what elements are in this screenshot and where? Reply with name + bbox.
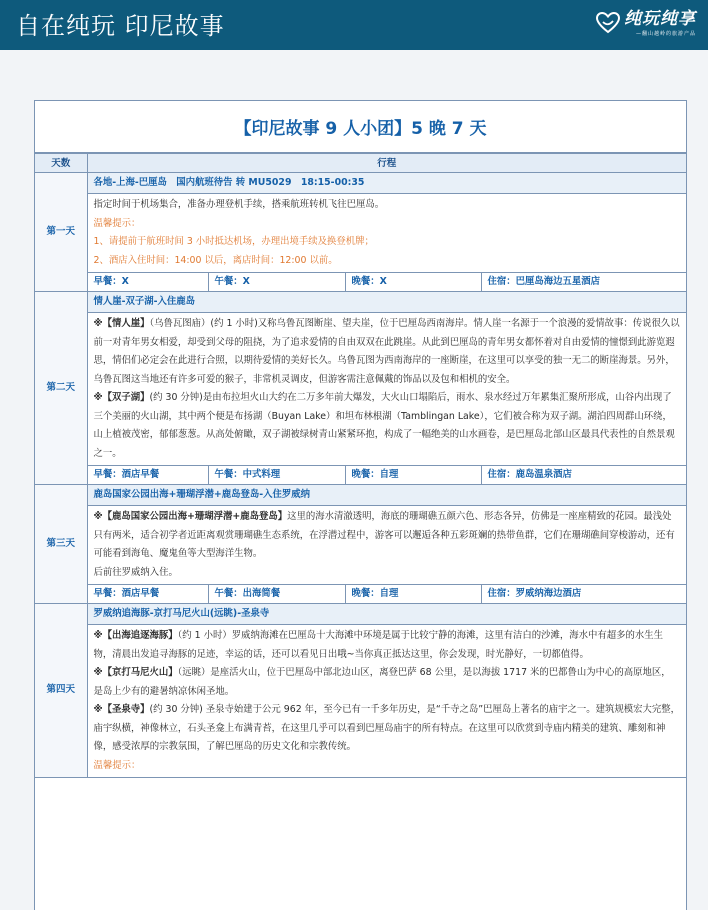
column-header-itinerary: 行程 xyxy=(87,154,686,173)
meal-dinner: 晚餐：X xyxy=(346,273,482,291)
meal-lunch: 午餐：出海简餐 xyxy=(209,585,346,603)
table-header-row xyxy=(35,154,686,173)
description-paragraph xyxy=(94,508,681,564)
paragraph-text: 指定时间于机场集合，准备办理登机手续，搭乘航班转机飞往巴厘岛。 xyxy=(93,199,385,210)
meal-lunch: 午餐：X xyxy=(209,273,346,291)
banner-title: 自在纯玩 印尼故事 xyxy=(16,12,225,40)
day-route: 情人崖-双子湖-入住鹿岛 xyxy=(87,292,686,313)
day-description xyxy=(87,625,686,778)
day-meals-row xyxy=(35,585,686,604)
brand-logo xyxy=(595,8,696,44)
meals-bar xyxy=(88,466,687,484)
itinerary-sheet xyxy=(34,100,687,910)
paragraph-text: （约 1 小时）罗威纳海滩在巴厘岛十大海滩中环境是属于比较宁静的海滩，这里有洁白的沙滩，海水中有超多的水生生物，清晨出发追寻海豚的足迹，幸运的话，还可以看见日出哦~当你真正抵达这里，你会发现，时光静好，一切都值得。 xyxy=(93,630,663,660)
attraction-name: ※【双子湖】 xyxy=(93,392,150,403)
column-header-day: 天数 xyxy=(35,154,87,173)
paragraph-text: (约 30 分钟)是由布拉坦火山大约在二万多年前大爆发，大火山口塌陷后，雨水、泉水经过万年累集汇聚所形成，山谷内出现了三个美丽的火山湖，其中两个便是布扬湖（Buyan Lake）和坦布林根湖（Tamblingan Lake），它们被合称为双子湖。湖泊四周群山环绕，山上植被茂密，郁郁葱葱。从高处俯瞰，双子湖被绿树青山紧紧环抱，构成了一幅绝美的山水画卷，是巴厘岛北部山区最具代表性的自然景观之一。 xyxy=(93,392,675,459)
attraction-name: ※【京打马尼火山】 xyxy=(93,667,178,678)
paragraph-text: 1、请提前于航班时间 3 小时抵达机场，办理出境手续及换登机牌； xyxy=(93,236,374,247)
meal-breakfast: 早餐：酒店早餐 xyxy=(88,466,209,484)
description-paragraph xyxy=(94,564,681,583)
meal-hotel: 住宿：巴厘岛海边五星酒店 xyxy=(487,276,601,287)
day-label: 第一天 xyxy=(35,173,87,292)
day-route: 鹿岛国家公园出海+珊瑚浮潜+鹿岛登岛-入住罗威纳 xyxy=(87,485,686,506)
description-paragraph xyxy=(94,252,681,271)
description-paragraph xyxy=(94,196,681,215)
attraction-name: ※【圣泉寺】 xyxy=(93,704,150,715)
day-description xyxy=(87,506,686,585)
meals-cell xyxy=(87,466,686,485)
paragraph-text: （远眺）是座活火山，位于巴厘岛中部北边山区，离登巴萨 68 公里，是以海拔 1717 米的巴都鲁山为中心的高原地区，是岛上少有的避暑纳凉休闲圣地。 xyxy=(93,667,671,697)
paragraph-text: 这里的海水清澈透明，海底的珊瑚礁五颜六色、形态各异，仿佛是一座座精致的花园。最浅处只有两米，适合初学者近距离观赏珊瑚礁生态系统，在浮潜过程中，游客可以邂逅各种五彩斑斓的热带鱼群，它们在珊瑚礁间穿梭游动，还有可能看到海龟、魔鬼鱼等大型海洋生物。 xyxy=(93,511,675,559)
description-paragraph xyxy=(94,701,681,757)
day-label: 第二天 xyxy=(35,292,87,485)
description-paragraph xyxy=(94,757,681,776)
description-paragraph xyxy=(94,233,681,252)
day-route-row xyxy=(35,173,686,194)
meal-dinner: 晚餐：自理 xyxy=(346,585,482,603)
meals-bar xyxy=(88,273,687,291)
meal-hotel: 住宿：鹿岛温泉酒店 xyxy=(487,469,572,480)
attraction-name: ※【出海追逐海豚】 xyxy=(93,630,178,641)
day-route-row xyxy=(35,604,686,625)
day-route-row xyxy=(35,485,686,506)
description-paragraph xyxy=(94,627,681,664)
day-detail-row xyxy=(35,194,686,273)
day-label: 第四天 xyxy=(35,604,87,778)
day-detail-row xyxy=(35,506,686,585)
day-route: 罗威纳追海豚-京打马尼火山(远眺)-圣泉寺 xyxy=(87,604,686,625)
description-paragraph xyxy=(94,215,681,234)
meal-breakfast: 早餐：X xyxy=(88,273,209,291)
meals-bar xyxy=(88,585,687,603)
meal-lunch: 午餐：中式料理 xyxy=(209,466,346,484)
paragraph-text: （乌鲁瓦图庙）(约 1 小时)又称乌鲁瓦图断崖、望夫崖，位于巴厘岛西南海岸。情人崖一名源于一个浪漫的爱情故事：传说很久以前一对青年男女相爱，却受到父母的阻挠，为了追求爱情的自由双双在此跳崖。从此到巴厘岛的青年男女都怀着对自由爱情的憧憬到此游览遐思，情侣们必定会在此进行合照，以期待爱情的美好长久。乌鲁瓦图为西南海岸的一座断崖，在这里可以享受的独一无二的断崖海景。另外，乌鲁瓦图这当地还有许多可爱的猴子，非常机灵调皮，但游客需注意佩戴的饰品以及包和相机的安全。 xyxy=(93,318,680,385)
day-description xyxy=(87,194,686,273)
itinerary-title: 【印尼故事 9 人小团】5 晚 7 天 xyxy=(35,101,686,153)
itinerary-table xyxy=(35,153,686,778)
day-meals-row xyxy=(35,466,686,485)
description-paragraph xyxy=(94,664,681,701)
heart-logo-icon xyxy=(595,11,621,35)
day-detail-row xyxy=(35,625,686,778)
description-paragraph xyxy=(94,389,681,463)
paragraph-text: (约 30 分钟) 圣泉寺始建于公元 962 年，至今已有一千多年历史，是“千寺之岛”巴厘岛上著名的庙宇之一。建筑规模宏大完整，庙宇纵横，神像林立，石头圣龛上布满青苔，在这里几乎可以看到巴厘岛庙宇的所有特点。在这里可以欣赏到寺庙内精美的建筑、雕刻和神像，感受浓厚的宗教氛围，了解巴厘岛的历史文化和宗教传统。 xyxy=(93,704,681,752)
day-meals-row xyxy=(35,273,686,292)
paragraph-text: 温馨提示： xyxy=(93,217,141,229)
attraction-name: ※【情人崖】 xyxy=(93,318,150,329)
meal-dinner: 晚餐：自理 xyxy=(346,466,482,484)
description-paragraph xyxy=(94,315,681,389)
day-label: 第三天 xyxy=(35,485,87,604)
meals-cell xyxy=(87,585,686,604)
day-route: 各地-上海-巴厘岛 国内航班待告 转 MU5029 18:15-00:35 xyxy=(87,173,686,194)
day-route-row xyxy=(35,292,686,313)
paragraph-text: 后前往罗威纳入住。 xyxy=(93,566,178,578)
header-banner xyxy=(0,0,708,50)
day-description xyxy=(87,313,686,466)
brand-name: 纯玩纯享 xyxy=(624,9,696,29)
brand-tagline: —翻山越岭的旅游产品 xyxy=(635,31,696,37)
meals-cell xyxy=(87,273,686,292)
paragraph-text: 2、酒店入住时间：14:00 以后，离店时间：12:00 以前。 xyxy=(93,254,338,266)
attraction-name: ※【鹿岛国家公园出海+珊瑚浮潜+鹿岛登岛】 xyxy=(93,511,288,522)
paragraph-text: 温馨提示： xyxy=(93,759,141,771)
meal-breakfast: 早餐：酒店早餐 xyxy=(88,585,209,603)
day-detail-row xyxy=(35,313,686,466)
meal-hotel: 住宿：罗威纳海边酒店 xyxy=(487,588,582,599)
